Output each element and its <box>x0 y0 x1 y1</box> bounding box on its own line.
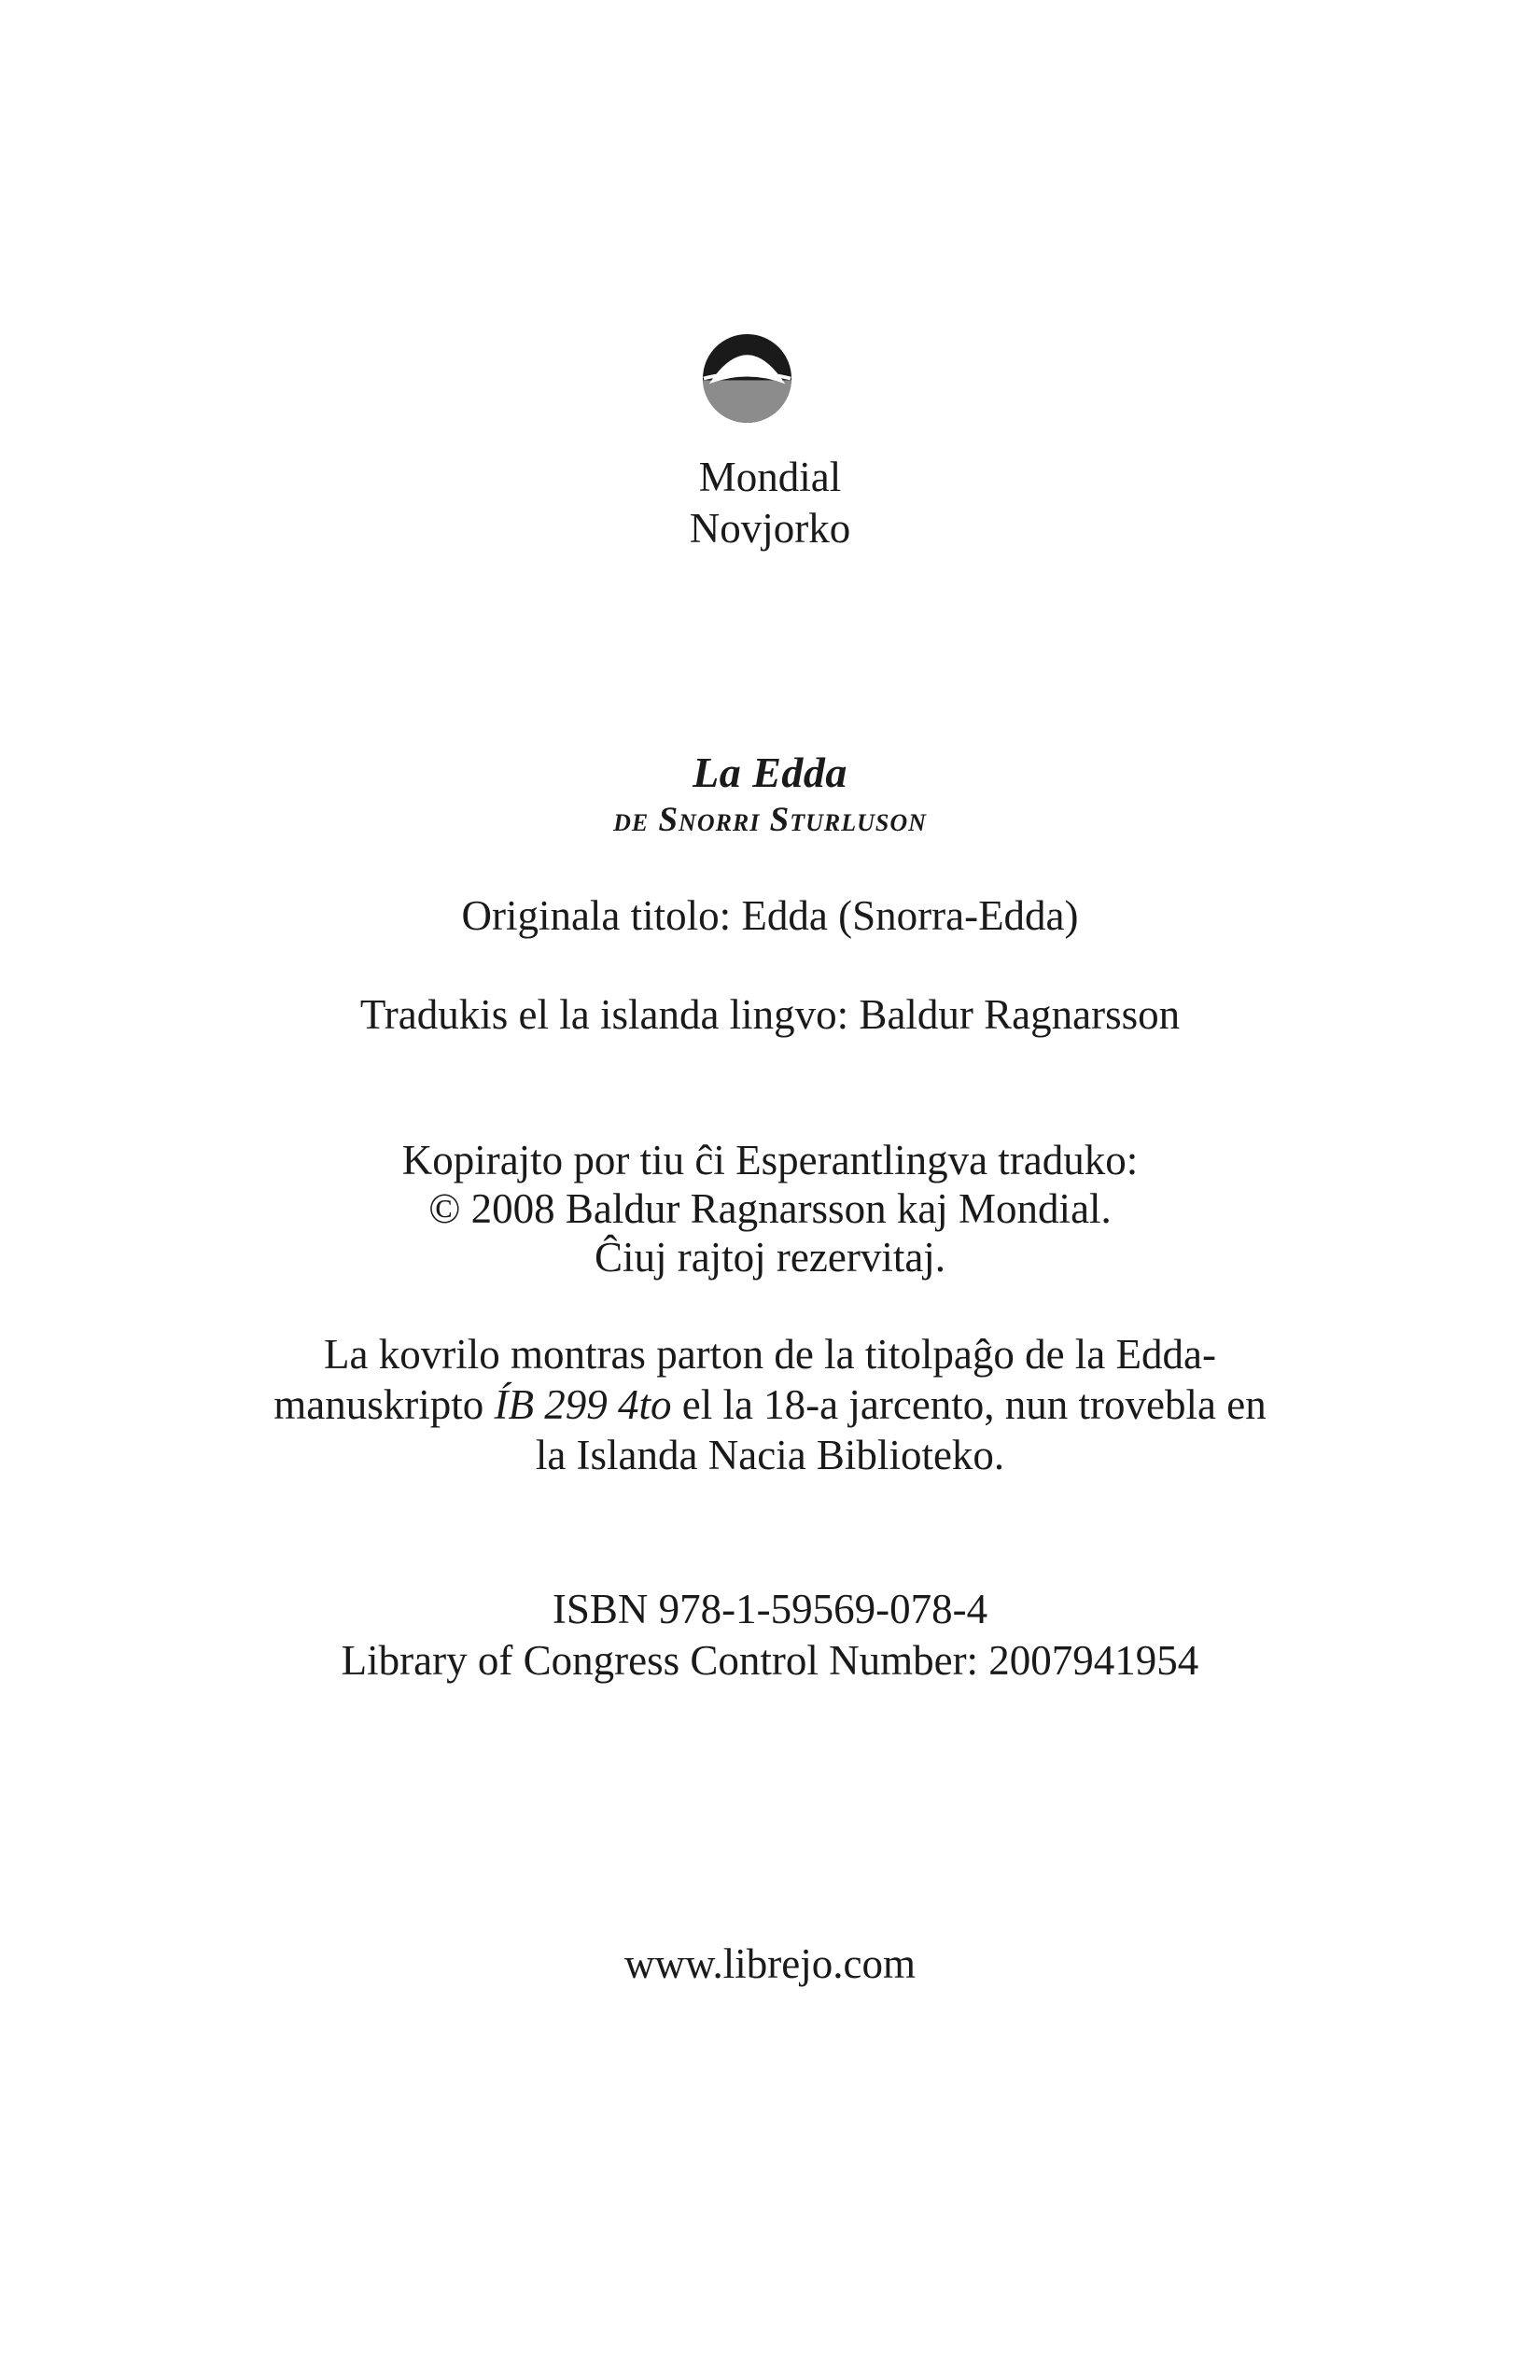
mondial-logo-icon <box>702 333 792 424</box>
copyright-line-3: Ĉiuj rajtoj rezervitaj. <box>594 1234 946 1281</box>
copyright-line-1: Kopirajto por tiu ĉi Esperantlingva traduko: <box>401 1137 1139 1183</box>
cover-note-block <box>0 1329 1540 1480</box>
lccn: Library of Congress Control Number: 2007941954 <box>341 1637 1199 1684</box>
publisher-city: Novjorko <box>689 505 851 552</box>
book-title: La Edda <box>693 749 847 796</box>
cover-note-prefix: manuskripto <box>273 1381 495 1428</box>
cover-note-suffix: el la 18-a jarcento, nun trovebla en <box>671 1381 1267 1428</box>
cover-note-line-1: La kovrilo montras parton de la titolpaĝo de la Edda- <box>324 1331 1216 1378</box>
website-url: www.librejo.com <box>623 1940 916 1987</box>
original-title-block <box>0 890 1540 941</box>
original-title: Originala titolo: Edda (Snorra-Edda) <box>461 892 1079 939</box>
publisher-block <box>0 452 1540 554</box>
copyright-line-2: © 2008 Baldur Ragnarsson kaj Mondial. <box>428 1185 1112 1232</box>
manuscript-id: ÍB 299 4to <box>494 1381 672 1428</box>
isbn: ISBN 978-1-59569-078-4 <box>552 1586 988 1632</box>
cover-note-line-3: la Islanda Nacia Biblioteko. <box>535 1432 1005 1478</box>
website-block <box>0 1939 1540 1989</box>
book-title-block <box>0 747 1540 842</box>
cover-note-line-2 <box>0 1379 1540 1430</box>
book-subtitle: de Snorri Sturluson <box>613 801 927 839</box>
copyright-block <box>0 1136 1540 1281</box>
translator-block <box>0 989 1540 1040</box>
translator-credit: Tradukis el la islanda lingvo: Baldur Ragnarsson <box>359 991 1181 1038</box>
publisher-name: Mondial <box>698 454 842 500</box>
isbn-block <box>0 1584 1540 1687</box>
